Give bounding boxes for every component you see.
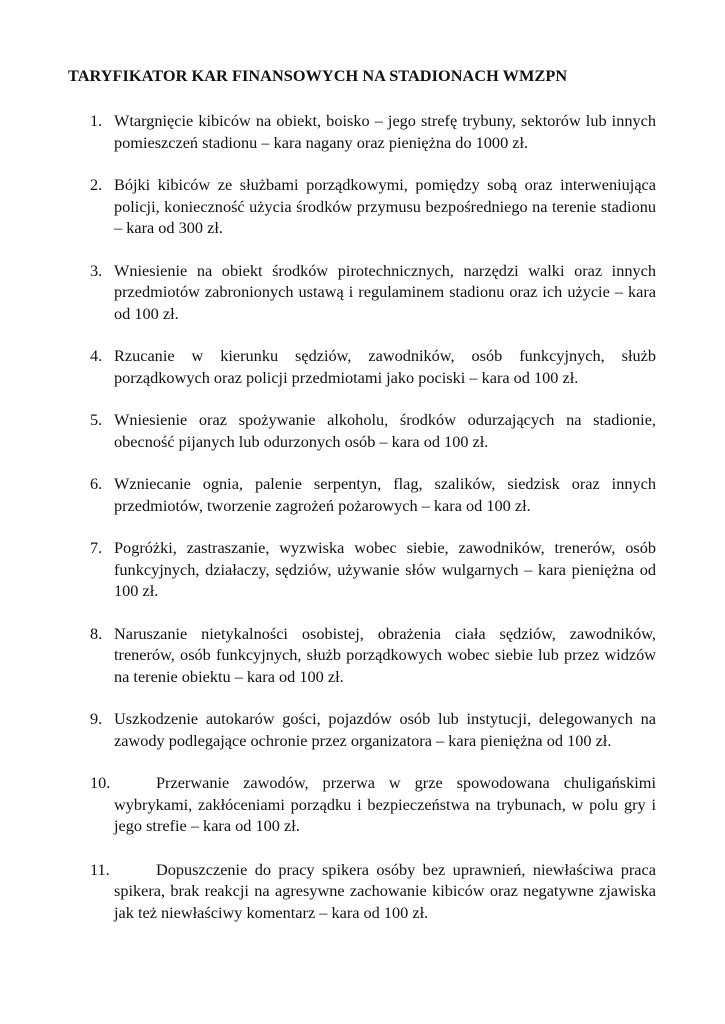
item-number: 3.	[90, 260, 103, 280]
item-number: 8.	[90, 623, 103, 643]
item-text: Rzucanie w kierunku sędziów, zawodników, osób funkcyjnych, służb porządkowych oraz policji przedmiotami jako pociski – kara od 100 zł.	[114, 346, 656, 387]
item-number: 1.	[90, 111, 103, 130]
item-number: 5.	[90, 410, 103, 429]
document-title: TARYFIKATOR KAR FINANSOWYCH NA STADIONACH WMZPN	[68, 66, 568, 85]
item-text: Naruszanie nietykalności osobistej, obrażenia ciała sędziów, zawodników, trenerów, osób funkcyjnych, służb porządkowych wobec siebie lub przez widzów na terenie obiektu – kara od 100 zł.	[114, 623, 656, 686]
item-text: Wniesienie oraz spożywanie alkoholu, środków odurzających na stadionie, obecność pijanych lub odurzonych osób – kara od 100 zł.	[114, 410, 656, 451]
list-item	[90, 260, 656, 325]
item-text: Bójki kibiców ze służbami porządkowymi, pomiędzy sobą oraz interweniująca policji, konieczność użycia środków przymusu bezpośredniego na terenie stadionu – kara od 300 zł.	[114, 175, 656, 237]
list-item	[90, 537, 656, 602]
list-item	[90, 708, 656, 751]
list-item	[90, 110, 656, 153]
item-text: Wzniecanie ognia, palenie serpentyn, flag, szalików, siedzisk oraz innych przedmiotów, tworzenie zagrożeń pożarowych – kara od 100 zł.	[114, 474, 656, 515]
item-text: Wniesienie na obiekt środków pirotechnicznych, narzędzi walki oraz innych przedmiotów zabronionych ustawą i regulaminem stadionu oraz ich użycie – kara od 100 zł.	[114, 260, 656, 323]
item-number: 6.	[90, 474, 103, 493]
list-item	[90, 859, 656, 924]
item-number: 9.	[90, 709, 103, 728]
item-number: 2.	[90, 175, 103, 194]
item-number: 4.	[90, 346, 103, 365]
list-item	[90, 345, 656, 388]
list-item	[90, 174, 656, 239]
item-text: Uszkodzenie autokarów gości, pojazdów osób lub instytucji, delegowanych na zawody podlegające ochronie przez organizatora – kara pieniężna od 100 zł.	[114, 709, 656, 750]
item-text: Pogróżki, zastraszanie, wyzwiska wobec siebie, zawodników, trenerów, osób funkcyjnych, działaczy, sędziów, używanie słów wulgarnych – kara pieniężna od 100 zł.	[114, 538, 656, 600]
item-number: 7.	[90, 538, 103, 557]
penalty-list	[90, 110, 656, 944]
list-item	[90, 409, 656, 452]
list-item	[90, 623, 656, 688]
item-text: Przerwanie zawodów, przerwa w grze spowodowana chuligańskimi wybrykami, zakłóceniami porządku i bezpieczeństwa na trybunach, w polu gry i jego strefie – kara od 100 zł.	[114, 773, 656, 835]
list-item	[90, 473, 656, 516]
item-number: 11.	[90, 859, 110, 879]
item-text: Wtargnięcie kibiców na obiekt, boisko – jego strefę trybuny, sektorów lub innych pomieszczeń stadionu – kara nagany oraz pieniężna do 1000 zł.	[114, 111, 656, 152]
item-text: Dopuszczenie do pracy spikera osóby bez uprawnień, niewłaściwa praca spikera, brak reakcji na agresywne zachowanie kibiców oraz negatywne zjawiska jak też niewłaściwy komentarz – kara od 100 zł.	[114, 859, 656, 922]
item-number: 10.	[90, 773, 111, 792]
list-item	[90, 772, 656, 837]
